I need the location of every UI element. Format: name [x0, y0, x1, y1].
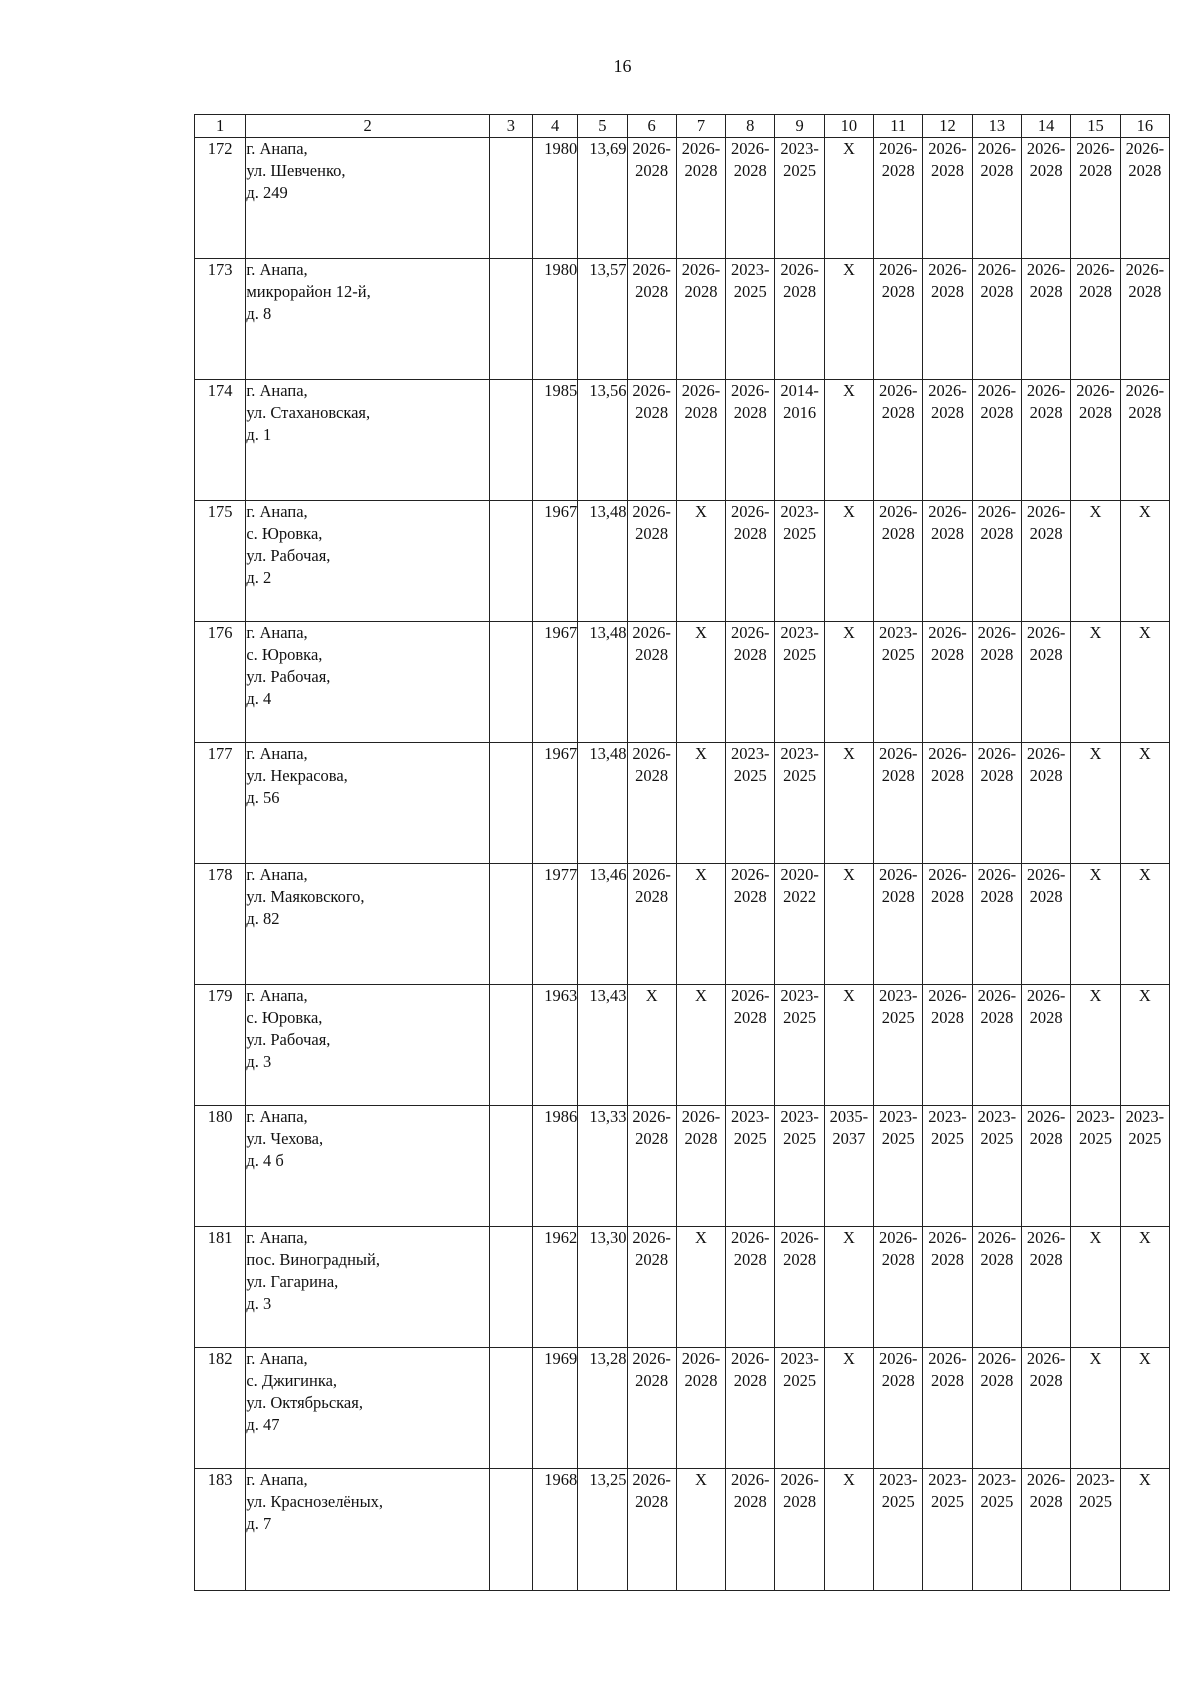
period-cell: 2026- 2028 — [972, 1348, 1021, 1469]
period-cell: 2023- 2025 — [874, 1469, 923, 1591]
area-cell: 13,48 — [578, 622, 627, 743]
address-cell: г. Анапа, ул. Стахановская, д. 1 — [246, 380, 489, 501]
row-number: 179 — [195, 985, 246, 1106]
period-cell: Х — [1120, 1227, 1169, 1348]
period-cell: 2026- 2028 — [676, 1348, 725, 1469]
repair-schedule-table — [194, 114, 1170, 1591]
period-cell: 2026- 2028 — [923, 138, 972, 259]
period-cell: Х — [824, 622, 873, 743]
table-row — [195, 501, 1170, 622]
period-cell: 2026- 2028 — [1071, 380, 1120, 501]
period-cell: 2026- 2028 — [874, 864, 923, 985]
address-cell: г. Анапа, ул. Шевченко, д. 249 — [246, 138, 489, 259]
period-cell: 2026- 2028 — [1120, 259, 1169, 380]
area-cell: 13,28 — [578, 1348, 627, 1469]
period-cell: Х — [1120, 864, 1169, 985]
period-cell: 2026- 2028 — [676, 1106, 725, 1227]
column-header: 7 — [676, 115, 725, 138]
table-row — [195, 138, 1170, 259]
period-cell: 2026- 2028 — [874, 259, 923, 380]
year-cell: 1967 — [532, 622, 577, 743]
period-cell: Х — [627, 985, 676, 1106]
period-cell: 2026- 2028 — [627, 1227, 676, 1348]
address-cell: г. Анапа, с. Юровка, ул. Рабочая, д. 4 — [246, 622, 489, 743]
column-3-cell — [489, 1348, 532, 1469]
column-3-cell — [489, 864, 532, 985]
period-cell: 2026- 2028 — [923, 864, 972, 985]
column-header: 4 — [532, 115, 577, 138]
row-number: 177 — [195, 743, 246, 864]
period-cell: 2026- 2028 — [775, 1469, 824, 1591]
year-cell: 1980 — [532, 138, 577, 259]
period-cell: 2023- 2025 — [874, 622, 923, 743]
period-cell: Х — [1120, 743, 1169, 864]
period-cell: 2026- 2028 — [923, 501, 972, 622]
period-cell: 2023- 2025 — [775, 1348, 824, 1469]
period-cell: 2026- 2028 — [874, 743, 923, 864]
period-cell: Х — [676, 985, 725, 1106]
period-cell: 2026- 2028 — [726, 380, 775, 501]
period-cell: 2026- 2028 — [923, 622, 972, 743]
row-number: 180 — [195, 1106, 246, 1227]
period-cell: 2026- 2028 — [775, 1227, 824, 1348]
period-cell: 2026- 2028 — [874, 501, 923, 622]
row-number: 175 — [195, 501, 246, 622]
period-cell: Х — [676, 864, 725, 985]
period-cell: 2023- 2025 — [775, 743, 824, 864]
period-cell: Х — [1120, 622, 1169, 743]
period-cell: Х — [824, 864, 873, 985]
table-row — [195, 622, 1170, 743]
period-cell: 2026- 2028 — [726, 138, 775, 259]
column-3-cell — [489, 1106, 532, 1227]
address-cell: г. Анапа, пос. Виноградный, ул. Гагарина, д. 3 — [246, 1227, 489, 1348]
period-cell: Х — [824, 259, 873, 380]
address-cell: г. Анапа, с. Юровка, ул. Рабочая, д. 3 — [246, 985, 489, 1106]
period-cell: 2026- 2028 — [1022, 864, 1071, 985]
column-3-cell — [489, 1469, 532, 1591]
period-cell: 2026- 2028 — [972, 985, 1021, 1106]
period-cell: Х — [1071, 501, 1120, 622]
period-cell: 2026- 2028 — [1120, 380, 1169, 501]
period-cell: 2023- 2025 — [1071, 1469, 1120, 1591]
period-cell: 2023- 2025 — [874, 1106, 923, 1227]
period-cell: 2026- 2028 — [923, 985, 972, 1106]
period-cell: 2026- 2028 — [972, 743, 1021, 864]
period-cell: 2026- 2028 — [627, 743, 676, 864]
period-cell: 2026- 2028 — [1022, 501, 1071, 622]
period-cell: 2023- 2025 — [874, 985, 923, 1106]
table-body — [195, 138, 1170, 1591]
table-row — [195, 1469, 1170, 1591]
period-cell: 2026- 2028 — [775, 259, 824, 380]
table-row — [195, 864, 1170, 985]
period-cell: 2026- 2028 — [1022, 138, 1071, 259]
period-cell: Х — [1071, 622, 1120, 743]
period-cell: 2026- 2028 — [676, 380, 725, 501]
period-cell: 2026- 2028 — [1022, 259, 1071, 380]
period-cell: 2026- 2028 — [1022, 1106, 1071, 1227]
period-cell: 2026- 2028 — [627, 501, 676, 622]
year-cell: 1986 — [532, 1106, 577, 1227]
period-cell: 2026- 2028 — [726, 864, 775, 985]
area-cell: 13,25 — [578, 1469, 627, 1591]
period-cell: Х — [1120, 1469, 1169, 1591]
period-cell: 2026- 2028 — [923, 1227, 972, 1348]
period-cell: Х — [824, 138, 873, 259]
period-cell: 2026- 2028 — [923, 380, 972, 501]
period-cell: Х — [676, 622, 725, 743]
row-number: 173 — [195, 259, 246, 380]
period-cell: Х — [1120, 501, 1169, 622]
period-cell: 2026- 2028 — [676, 259, 725, 380]
period-cell: Х — [1071, 864, 1120, 985]
period-cell: 2026- 2028 — [676, 138, 725, 259]
column-header: 9 — [775, 115, 824, 138]
table-row — [195, 259, 1170, 380]
period-cell: 2026- 2028 — [627, 622, 676, 743]
period-cell: 2023- 2025 — [775, 985, 824, 1106]
area-cell: 13,46 — [578, 864, 627, 985]
period-cell: Х — [676, 501, 725, 622]
period-cell: 2023- 2025 — [972, 1106, 1021, 1227]
area-cell: 13,56 — [578, 380, 627, 501]
period-cell: 2026- 2028 — [726, 501, 775, 622]
period-cell: 2026- 2028 — [627, 1106, 676, 1227]
address-cell: г. Анапа, ул. Краснозелёных, д. 7 — [246, 1469, 489, 1591]
column-header: 11 — [874, 115, 923, 138]
page-number: 16 — [613, 56, 632, 76]
column-header: 15 — [1071, 115, 1120, 138]
area-cell: 13,69 — [578, 138, 627, 259]
period-cell: Х — [1120, 985, 1169, 1106]
period-cell: 2035- 2037 — [824, 1106, 873, 1227]
period-cell: 2020- 2022 — [775, 864, 824, 985]
period-cell: 2026- 2028 — [1022, 622, 1071, 743]
row-number: 183 — [195, 1469, 246, 1591]
area-cell: 13,48 — [578, 501, 627, 622]
column-header: 6 — [627, 115, 676, 138]
year-cell: 1985 — [532, 380, 577, 501]
column-header: 14 — [1022, 115, 1071, 138]
table-row — [195, 380, 1170, 501]
period-cell: 2026- 2028 — [726, 622, 775, 743]
period-cell: 2026- 2028 — [874, 380, 923, 501]
period-cell: 2026- 2028 — [972, 501, 1021, 622]
period-cell: 2026- 2028 — [726, 985, 775, 1106]
period-cell: 2023- 2025 — [726, 259, 775, 380]
period-cell: 2026- 2028 — [1071, 259, 1120, 380]
area-cell: 13,48 — [578, 743, 627, 864]
period-cell: Х — [824, 985, 873, 1106]
period-cell: 2026- 2028 — [627, 1469, 676, 1591]
period-cell: Х — [1071, 1227, 1120, 1348]
row-number: 181 — [195, 1227, 246, 1348]
year-cell: 1962 — [532, 1227, 577, 1348]
column-header: 12 — [923, 115, 972, 138]
period-cell: 2023- 2025 — [726, 1106, 775, 1227]
period-cell: 2023- 2025 — [775, 1106, 824, 1227]
table-row — [195, 985, 1170, 1106]
year-cell: 1977 — [532, 864, 577, 985]
period-cell: 2026- 2028 — [972, 864, 1021, 985]
period-cell: 2026- 2028 — [923, 1348, 972, 1469]
period-cell: 2026- 2028 — [1022, 1469, 1071, 1591]
year-cell: 1969 — [532, 1348, 577, 1469]
column-header: 13 — [972, 115, 1021, 138]
area-cell: 13,43 — [578, 985, 627, 1106]
column-3-cell — [489, 138, 532, 259]
year-cell: 1967 — [532, 501, 577, 622]
period-cell: Х — [1120, 1348, 1169, 1469]
column-3-cell — [489, 259, 532, 380]
period-cell: Х — [824, 501, 873, 622]
period-cell: 2026- 2028 — [726, 1469, 775, 1591]
row-number: 178 — [195, 864, 246, 985]
period-cell: 2026- 2028 — [1022, 1348, 1071, 1469]
address-cell: г. Анапа, микрорайон 12-й, д. 8 — [246, 259, 489, 380]
period-cell: Х — [824, 743, 873, 864]
period-cell: Х — [1071, 743, 1120, 864]
row-number: 176 — [195, 622, 246, 743]
period-cell: 2026- 2028 — [923, 743, 972, 864]
column-header: 16 — [1120, 115, 1169, 138]
row-number: 172 — [195, 138, 246, 259]
year-cell: 1963 — [532, 985, 577, 1106]
period-cell: 2026- 2028 — [874, 138, 923, 259]
period-cell: Х — [824, 1469, 873, 1591]
address-cell: г. Анапа, ул. Чехова, д. 4 б — [246, 1106, 489, 1227]
period-cell: 2023- 2025 — [726, 743, 775, 864]
table-row — [195, 1106, 1170, 1227]
column-3-cell — [489, 501, 532, 622]
period-cell: 2026- 2028 — [923, 259, 972, 380]
period-cell: 2026- 2028 — [874, 1227, 923, 1348]
area-cell: 13,57 — [578, 259, 627, 380]
period-cell: Х — [676, 743, 725, 864]
column-3-cell — [489, 622, 532, 743]
period-cell: 2026- 2028 — [627, 1348, 676, 1469]
period-cell: 2026- 2028 — [627, 259, 676, 380]
table-row — [195, 1227, 1170, 1348]
period-cell: 2026- 2028 — [972, 138, 1021, 259]
year-cell: 1967 — [532, 743, 577, 864]
period-cell: 2026- 2028 — [1022, 1227, 1071, 1348]
period-cell: 2023- 2025 — [775, 622, 824, 743]
row-number: 182 — [195, 1348, 246, 1469]
column-header: 10 — [824, 115, 873, 138]
address-cell: г. Анапа, ул. Некрасова, д. 56 — [246, 743, 489, 864]
period-cell: Х — [676, 1469, 725, 1591]
period-cell: 2023- 2025 — [1071, 1106, 1120, 1227]
period-cell: 2026- 2028 — [627, 138, 676, 259]
period-cell: Х — [824, 1348, 873, 1469]
column-header: 3 — [489, 115, 532, 138]
period-cell: Х — [676, 1227, 725, 1348]
column-header: 1 — [195, 115, 246, 138]
period-cell: 2026- 2028 — [972, 380, 1021, 501]
address-cell: г. Анапа, с. Юровка, ул. Рабочая, д. 2 — [246, 501, 489, 622]
column-header: 2 — [246, 115, 489, 138]
period-cell: 2026- 2028 — [726, 1227, 775, 1348]
area-cell: 13,30 — [578, 1227, 627, 1348]
period-cell: 2014- 2016 — [775, 380, 824, 501]
column-number-row — [195, 115, 1170, 138]
period-cell: 2026- 2028 — [972, 1227, 1021, 1348]
period-cell: 2026- 2028 — [1120, 138, 1169, 259]
row-number: 174 — [195, 380, 246, 501]
period-cell: 2026- 2028 — [1022, 380, 1071, 501]
year-cell: 1980 — [532, 259, 577, 380]
period-cell: 2026- 2028 — [726, 1348, 775, 1469]
period-cell: 2023- 2025 — [972, 1469, 1021, 1591]
area-cell: 13,33 — [578, 1106, 627, 1227]
column-3-cell — [489, 743, 532, 864]
period-cell: Х — [1071, 1348, 1120, 1469]
period-cell: 2026- 2028 — [627, 380, 676, 501]
period-cell: 2026- 2028 — [1071, 138, 1120, 259]
period-cell: 2026- 2028 — [627, 864, 676, 985]
year-cell: 1968 — [532, 1469, 577, 1591]
period-cell: 2026- 2028 — [874, 1348, 923, 1469]
column-header: 8 — [726, 115, 775, 138]
period-cell: 2026- 2028 — [1022, 743, 1071, 864]
table-row — [195, 743, 1170, 864]
column-3-cell — [489, 380, 532, 501]
period-cell: 2026- 2028 — [1022, 985, 1071, 1106]
column-header: 5 — [578, 115, 627, 138]
address-cell: г. Анапа, с. Джигинка, ул. Октябрьская, д. 47 — [246, 1348, 489, 1469]
period-cell: 2023- 2025 — [775, 501, 824, 622]
period-cell: Х — [824, 380, 873, 501]
period-cell: Х — [1071, 985, 1120, 1106]
period-cell: 2023- 2025 — [923, 1106, 972, 1227]
period-cell: 2023- 2025 — [775, 138, 824, 259]
column-3-cell — [489, 985, 532, 1106]
period-cell: 2026- 2028 — [972, 259, 1021, 380]
column-3-cell — [489, 1227, 532, 1348]
address-cell: г. Анапа, ул. Маяковского, д. 82 — [246, 864, 489, 985]
period-cell: 2023- 2025 — [923, 1469, 972, 1591]
period-cell: Х — [824, 1227, 873, 1348]
period-cell: 2023- 2025 — [1120, 1106, 1169, 1227]
period-cell: 2026- 2028 — [972, 622, 1021, 743]
table-row — [195, 1348, 1170, 1469]
